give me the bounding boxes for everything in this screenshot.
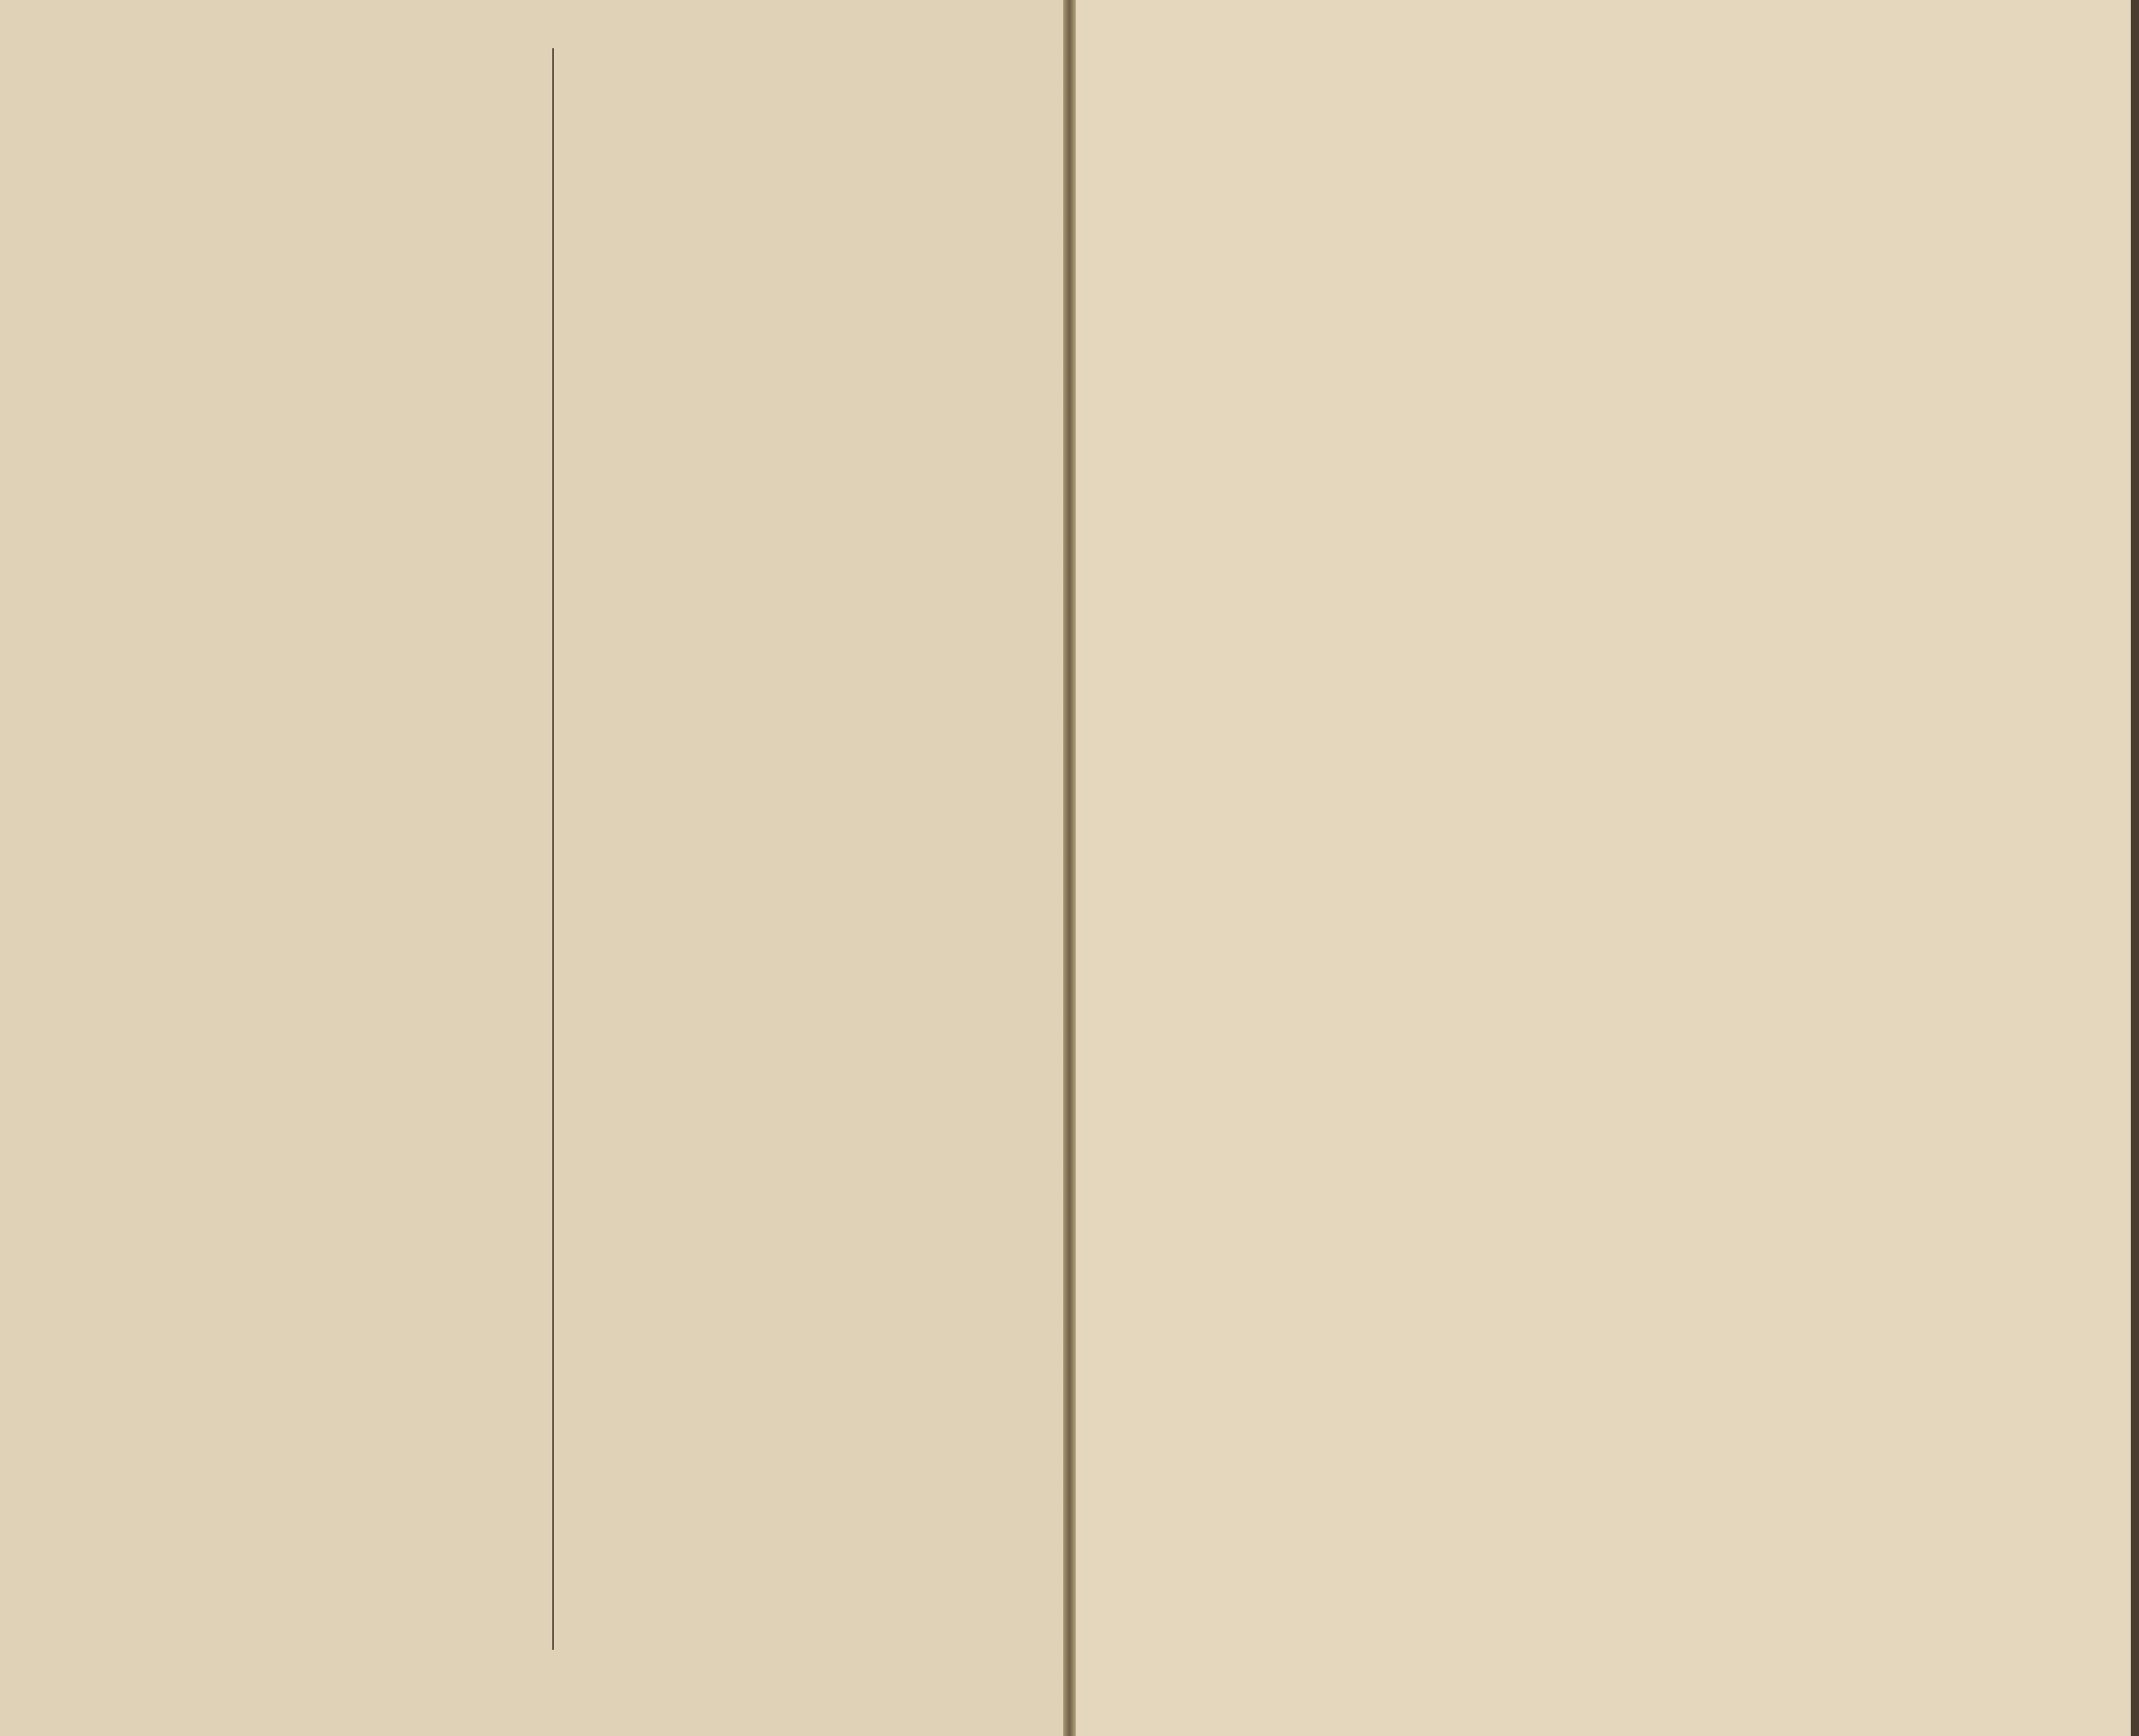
book-gutter — [1063, 0, 1076, 1736]
right-page — [1076, 0, 2139, 1736]
column-divider — [552, 48, 554, 1650]
census-table-grid — [1076, 0, 2139, 1736]
left-page — [0, 0, 1063, 1736]
page-edge — [2131, 0, 2139, 1736]
